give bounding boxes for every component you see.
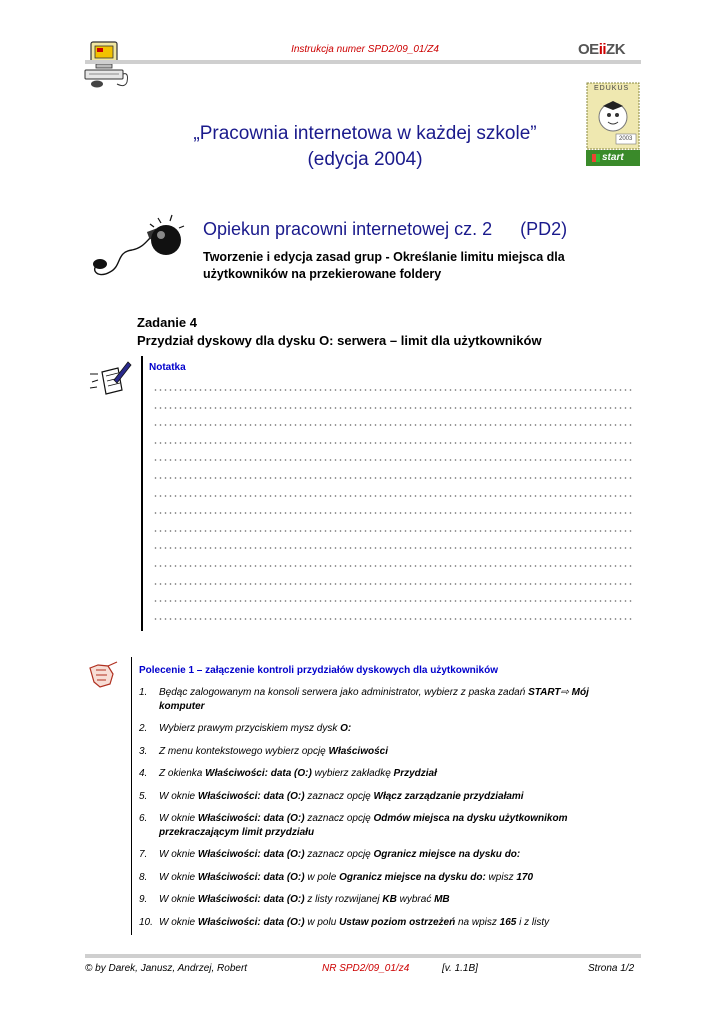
step-text-bold: Włącz zarządzanie przydziałami <box>373 790 524 802</box>
bomb-icon <box>88 212 188 278</box>
step-text-bold: Ogranicz miejsce na dysku do: <box>339 871 486 883</box>
step-number: 2. <box>139 723 148 734</box>
footer-rule <box>85 954 641 958</box>
footer-authors: © by Darek, Janusz, Andrzej, Robert <box>85 963 248 974</box>
instruction-number: Instrukcja numer SPD2/09_01/Z4 <box>291 44 439 55</box>
step-number: 3. <box>139 745 148 757</box>
note-pen-icon <box>88 360 132 398</box>
step-text: W oknie <box>159 916 198 928</box>
step-number: 4. <box>139 768 148 779</box>
note-title: Notatka <box>149 362 186 373</box>
step-text: z listy rozwijanej <box>304 894 383 905</box>
note-margin-bar <box>141 356 143 631</box>
note-dotted-line <box>153 407 633 409</box>
step-text: w pole <box>304 871 340 883</box>
step-item <box>137 871 637 885</box>
note-dotted-line <box>153 512 633 514</box>
step-item <box>137 790 637 804</box>
step-item <box>137 916 637 930</box>
note-dotted-line <box>153 442 633 444</box>
task-number: Zadanie 4 <box>137 315 197 330</box>
step-item <box>137 745 637 759</box>
step-item <box>137 848 637 862</box>
command-title: Polecenie 1 – załączenie kontroli przydziałów dyskowych dla użytkowników <box>139 665 498 676</box>
step-text-bold: Właściwości: data (O:) <box>197 916 305 928</box>
step-text: i z listy <box>516 916 550 928</box>
step-text-bold: Przydział <box>393 768 437 779</box>
step-text: Z menu kontekstowego wybierz opcję <box>159 745 329 757</box>
note-dotted-line <box>153 530 633 532</box>
step-text: W oknie <box>159 849 198 860</box>
step-text-bold: Odmów miejsca na dysku użytkownikom przekraczającym limit przydziału <box>159 813 568 838</box>
step-number: 9. <box>139 894 148 905</box>
step-text: na wpisz <box>455 916 500 928</box>
note-dotted-line <box>153 565 633 567</box>
footer-doc-number: NR SPD2/09_01/z4 <box>322 963 410 974</box>
note-dotted-line <box>153 618 633 620</box>
step-text: Będąc zalogowanym na konsoli serwera jako administrator, wybierz z paska zadań <box>159 687 529 698</box>
step-text: ⇨ <box>560 687 569 698</box>
steps-list <box>137 686 637 938</box>
note-dotted-line <box>153 495 633 497</box>
footer-page: Strona 1/2 <box>588 963 635 974</box>
step-text-bold: Właściwości: data (O:) <box>197 849 305 860</box>
step-text-bold: Ogranicz miejsce na dysku do: <box>373 849 521 860</box>
step-number: 6. <box>139 813 148 824</box>
note-dotted-line <box>153 477 633 479</box>
task-title: Przydział dyskowy dla dysku O: serwera – limit dla użytkowników <box>137 333 542 348</box>
step-text: Wybierz prawym przyciskiem mysz dysk <box>159 723 341 734</box>
step-number: 8. <box>139 871 148 883</box>
note-dotted-line <box>153 547 633 549</box>
step-text: Z okienka <box>159 768 206 779</box>
step-text: W oknie <box>159 871 198 883</box>
step-item <box>137 767 637 781</box>
badge-year: 2003 <box>619 136 633 142</box>
note-dotted-line <box>153 600 633 602</box>
step-text: wpisz <box>485 871 517 883</box>
step-text-bold: START <box>528 687 561 698</box>
step-text: W oknie <box>159 813 198 824</box>
step-text-bold: KB <box>382 894 397 905</box>
note-dotted-line <box>153 424 633 426</box>
windows-flag-icon <box>592 154 600 162</box>
start-button-image: start <box>586 150 640 166</box>
step-text-bold: Mój komputer <box>159 687 589 712</box>
footer-version: [v. 1.1B] <box>442 963 478 974</box>
step-number: 1. <box>139 687 148 698</box>
step-number: 7. <box>139 849 148 860</box>
step-text: W oknie <box>159 894 198 905</box>
step-item <box>137 686 637 713</box>
note-dotted-line <box>153 389 633 391</box>
section-code: (PD2) <box>520 219 568 239</box>
step-text-bold: Właściwości <box>328 745 388 757</box>
note-dotted-line <box>153 583 633 585</box>
step-text-bold: Właściwości: data (O:) <box>197 790 305 802</box>
header-rule <box>85 60 641 64</box>
badge-label: EDUKUS <box>594 85 630 92</box>
step-text-bold: O: <box>340 723 352 734</box>
section-title: Opiekun pracowni internetowej cz. 2 (PD2) <box>203 219 568 239</box>
step-text-bold: Właściwości: data (O:) <box>205 768 312 779</box>
step-text-bold: Właściwości: data (O:) <box>197 894 305 905</box>
step-text-bold: Ustaw poziom ostrzeżeń <box>339 916 456 928</box>
note-dotted-line <box>153 459 633 461</box>
step-text-bold: 170 <box>516 871 534 883</box>
page-title-line2: (edycja 2004) <box>307 149 423 170</box>
step-item <box>137 893 637 907</box>
task-heading <box>137 314 542 350</box>
step-text-bold: 165 <box>499 916 517 928</box>
step-text: wybrać <box>396 894 435 905</box>
step-text-bold: Właściwości: data (O:) <box>197 813 305 824</box>
step-item <box>137 812 637 839</box>
step-text: zaznacz opcję <box>304 849 374 860</box>
page-title <box>140 121 590 173</box>
step-text-bold: Właściwości: data (O:) <box>197 871 305 883</box>
step-text: zaznacz opcję <box>304 790 374 802</box>
step-number: 5. <box>139 790 148 802</box>
step-item <box>137 722 637 736</box>
step-text: wybierz zakładkę <box>311 768 394 779</box>
page-title-line1: „Pracownia internetowa w każdej szkole” <box>193 123 537 144</box>
step-text: w polu <box>304 916 340 928</box>
step-text-bold: MB <box>434 894 450 905</box>
steps-margin-bar <box>131 657 132 935</box>
step-text: zaznacz opcję <box>304 813 374 824</box>
oeiizk-logo: OEiiZK <box>578 41 626 58</box>
section-subtitle: Tworzenie i edycja zasad grup - Określanie limitu miejsca dla użytkowników na przekierowane foldery <box>203 250 565 281</box>
step-number: 10. <box>139 916 153 928</box>
hand-pointer-icon <box>86 660 120 690</box>
computer-logo-icon <box>83 38 133 90</box>
step-text: W oknie <box>159 790 198 802</box>
